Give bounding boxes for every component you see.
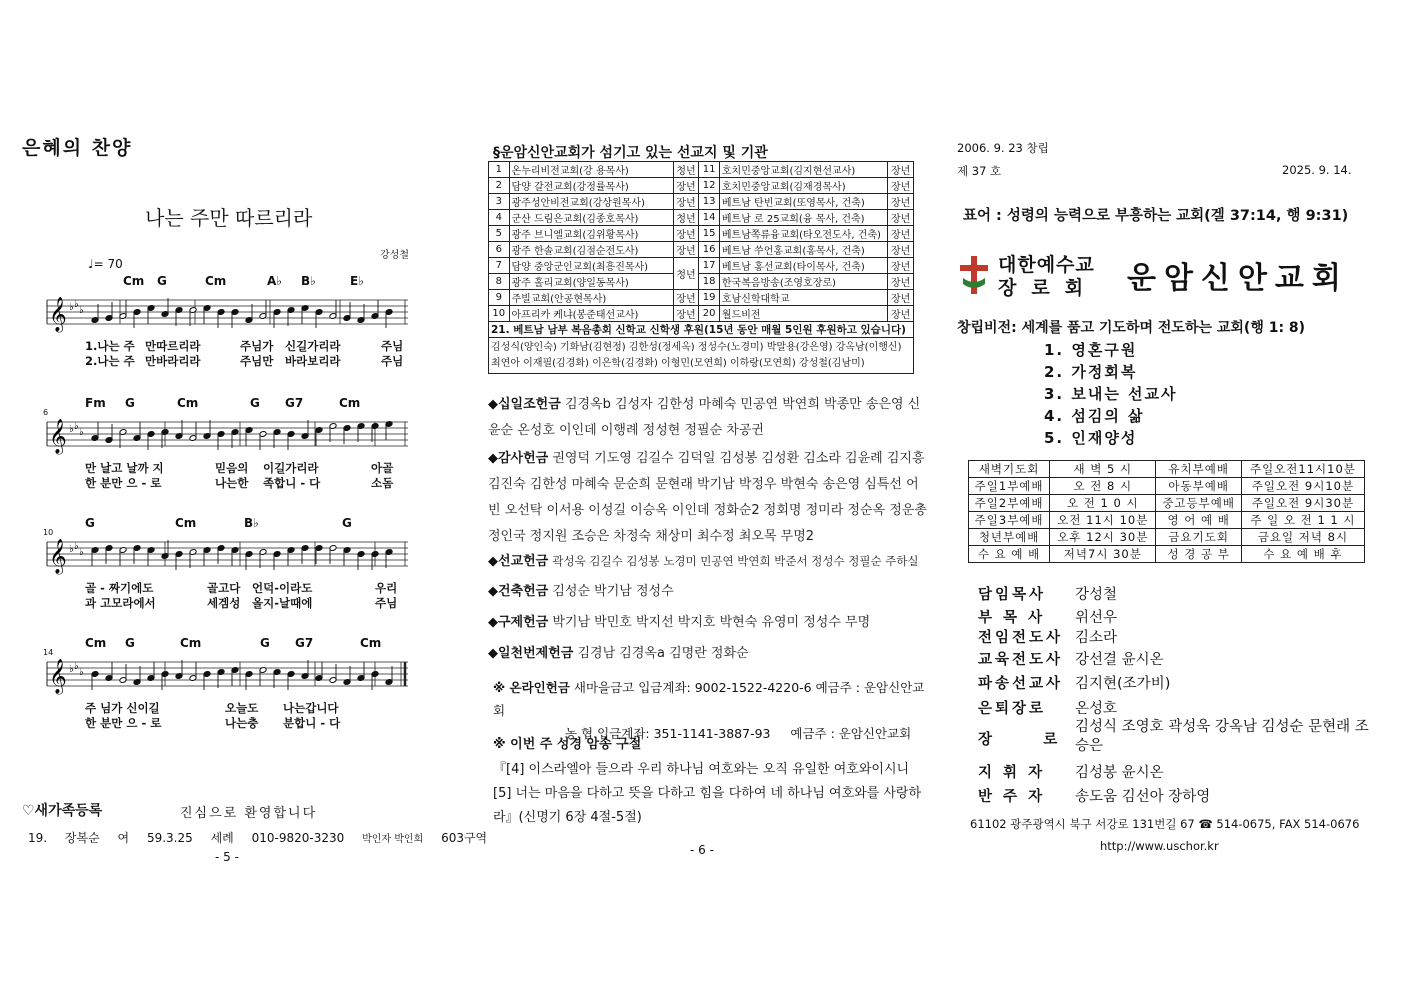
church-address: 61102 광주광역시 북구 서강로 131번길 67 ☎ 514-0675, FAX 514-0676 bbox=[970, 817, 1360, 831]
chord: Cm bbox=[175, 516, 197, 530]
staff-names: 김성식 조영호 곽성욱 강옥남 김성순 문현래 조승은 bbox=[1075, 719, 1369, 754]
mission-table bbox=[488, 161, 914, 374]
music-system-2 bbox=[45, 396, 410, 490]
staff-names: 온성호 bbox=[1075, 701, 1118, 717]
music-system-3 bbox=[45, 516, 410, 610]
worship-row bbox=[969, 546, 1365, 563]
svg-text:𝄞: 𝄞 bbox=[49, 659, 67, 694]
online-account-2: 농 협 입금계좌: 351-1141-3887-93 예금주 : 운암신안교회 bbox=[565, 726, 912, 741]
bar-number: 10 bbox=[43, 528, 54, 537]
mission-title: §운암신안교회가 섬기고 있는 선교지 및 기관 bbox=[493, 145, 768, 161]
chord: E♭ bbox=[350, 274, 364, 288]
chord-row bbox=[45, 396, 410, 412]
lyric: 한 분만 으 - 로 bbox=[85, 476, 162, 490]
mission-tag: 장년 bbox=[673, 306, 699, 322]
lyric: 소돔 bbox=[371, 476, 394, 490]
chord: Cm bbox=[180, 636, 202, 650]
vision-item: 5. 인재양성 bbox=[1044, 429, 1138, 447]
chord: G bbox=[85, 516, 95, 530]
mission-tag: 청년 bbox=[673, 258, 699, 290]
music-staff bbox=[45, 532, 410, 580]
worship-name: 수 요 예 배 bbox=[969, 546, 1050, 563]
lyrics-verse-2 bbox=[45, 475, 410, 490]
worship-time: 주일오전11시10분 bbox=[1241, 461, 1364, 478]
mission-number: 1 bbox=[489, 162, 510, 178]
lyric: 우리 bbox=[375, 581, 398, 595]
lyric: 주님 bbox=[381, 339, 404, 353]
mission-name: 광주 홀리교회(양일동목사) bbox=[509, 274, 673, 290]
chord: Cm bbox=[123, 274, 145, 288]
mission-number: 18 bbox=[699, 274, 720, 290]
memory-verse: 『[4] 이스라엘아 들으라 우리 하나님 여호와는 오직 유일한 여호와이시니 [5] 너는 마음을 다하고 뜻을 다하고 힘을 다하여 네 하나님 여호와를 사랑하라』(신명기 6장 4절-5절) bbox=[493, 762, 922, 825]
mission-tag: 장년 bbox=[888, 226, 914, 242]
chord-row bbox=[45, 274, 410, 290]
church-name: 운암신안교회 bbox=[1127, 261, 1349, 296]
chord: Cm bbox=[177, 396, 199, 410]
lyric: 분합니 - 다 bbox=[283, 716, 341, 730]
bulletin-date: 2025. 9. 14. bbox=[1282, 163, 1352, 177]
worship-schedule-table bbox=[968, 460, 1365, 563]
chord: G bbox=[342, 516, 352, 530]
mission-row bbox=[489, 162, 914, 178]
mission-tag: 장년 bbox=[673, 178, 699, 194]
newcomer-baptism: 세례 bbox=[210, 831, 234, 845]
worship-name: 청년부예배 bbox=[969, 529, 1050, 546]
mission-name: 호남신학대학교 bbox=[719, 290, 887, 306]
lyric: 나는갑니다 bbox=[283, 701, 339, 715]
mission-number: 11 bbox=[699, 162, 720, 178]
mission-name: 호치민중앙교회(김지현선교사) bbox=[719, 162, 887, 178]
mission-row bbox=[489, 178, 914, 194]
mission-name: 주빌교회(안공현목사) bbox=[509, 290, 673, 306]
mission-item-21: 21. 베트남 남부 복음총회 신학교 신학생 후원(15년 동안 매월 5인원 후원하고 있습니다) bbox=[489, 322, 914, 338]
mission-name: 베트남 탄빈교회(또영목사, 건축) bbox=[719, 194, 887, 210]
mission-name: 한국복음방송(조영호장로) bbox=[719, 274, 887, 290]
staff-role: 파송선교사 bbox=[978, 676, 1064, 692]
lyric: 골 - 짜기에도 bbox=[85, 581, 154, 595]
mission-tag: 장년 bbox=[888, 274, 914, 290]
lyrics-verse-1 bbox=[45, 580, 410, 595]
music-staff bbox=[45, 290, 410, 338]
chord: G bbox=[125, 396, 135, 410]
worship-time: 오 전 1 0 시 bbox=[1050, 495, 1156, 512]
mission-row bbox=[489, 306, 914, 322]
mission-tag: 장년 bbox=[888, 178, 914, 194]
music-staff bbox=[45, 412, 410, 460]
lyrics-verse-2 bbox=[45, 595, 410, 610]
chord: G bbox=[260, 636, 270, 650]
lyric: 믿음의 bbox=[215, 461, 249, 475]
svg-text:♭: ♭ bbox=[74, 541, 79, 552]
svg-text:♭: ♭ bbox=[74, 421, 79, 432]
denomination-line-1: 대한예수교 bbox=[998, 254, 1095, 276]
mission-number: 3 bbox=[489, 194, 510, 210]
mission-name: 베트남 쑤언홍교회(홍목사, 건축) bbox=[719, 242, 887, 258]
lyric: 1.나는 주 bbox=[85, 339, 135, 353]
worship-time: 금요일 저녁 8시 bbox=[1241, 529, 1364, 546]
newcomer-phone: 010-9820-3230 bbox=[251, 831, 345, 845]
worship-name: 중고등부예배 bbox=[1156, 495, 1241, 512]
staff-role: 장 로 bbox=[978, 732, 1061, 748]
lyric: 주님 bbox=[375, 596, 398, 610]
mission-row bbox=[489, 290, 914, 306]
mission-name: 광주 브니엘교회(김위황목사) bbox=[509, 226, 673, 242]
chord: A♭ bbox=[267, 274, 282, 288]
lyric: 골고다 bbox=[207, 581, 241, 595]
offering-label: ◆일천번제헌금 bbox=[488, 646, 574, 661]
mission-row bbox=[489, 242, 914, 258]
music-staff bbox=[45, 652, 410, 700]
mission-tag: 장년 bbox=[888, 162, 914, 178]
worship-name: 주일1부예배 bbox=[969, 478, 1050, 495]
mission-tag: 청년 bbox=[673, 162, 699, 178]
offering-label: ◆건축헌금 bbox=[488, 584, 549, 599]
staff-names: 위선우 bbox=[1075, 610, 1118, 626]
section-title-praise: 은혜의 찬양 bbox=[22, 137, 133, 159]
newcomer-district: 603구역 bbox=[441, 831, 488, 845]
mission-tag: 장년 bbox=[888, 210, 914, 226]
offering-names: 박기남 박민호 박지선 박지호 박현숙 유영미 정성수 무명 bbox=[552, 615, 871, 630]
chord: Cm bbox=[360, 636, 382, 650]
offering-mission bbox=[488, 548, 928, 575]
mission-name: 광주 한솔교회(김점순전도사) bbox=[509, 242, 673, 258]
worship-row bbox=[969, 461, 1365, 478]
vision-list bbox=[1044, 339, 1178, 449]
chord: Cm bbox=[205, 274, 227, 288]
lyric: 신길가리라 bbox=[285, 339, 341, 353]
denomination-line-2: 장로회 bbox=[998, 277, 1099, 299]
mission-name: 담양 중앙군인교회(최흥진목사) bbox=[509, 258, 673, 274]
svg-text:♭: ♭ bbox=[79, 547, 84, 558]
lyric: 주 님가 신이길 bbox=[85, 701, 160, 715]
worship-name: 성 경 공 부 bbox=[1156, 546, 1241, 563]
lyric: 족합니 - 다 bbox=[263, 476, 321, 490]
lyric: 주님만 bbox=[240, 354, 274, 368]
lyric: 언덕-이라도 bbox=[252, 581, 313, 595]
svg-text:♭: ♭ bbox=[69, 424, 74, 435]
mission-name: 담양 갈전교회(강정률목사) bbox=[509, 178, 673, 194]
music-system-4 bbox=[45, 636, 410, 730]
staff-names: 송도움 김선아 장하영 bbox=[1075, 789, 1211, 805]
svg-text:♭: ♭ bbox=[79, 305, 84, 316]
svg-text:♭: ♭ bbox=[74, 661, 79, 672]
mission-name: 베트남 홍선교회(타이목사, 건축) bbox=[719, 258, 887, 274]
svg-text:♭: ♭ bbox=[74, 299, 79, 310]
mission-tag: 장년 bbox=[888, 290, 914, 306]
lyric: 주님 bbox=[381, 354, 404, 368]
online-account-1: 새마을금고 입금계좌: 9002-1522-4220-6 예금주 : 운암신안교회 bbox=[493, 680, 925, 718]
lyric: 세겜성 bbox=[207, 596, 241, 610]
staff-names: 김성봉 윤시온 bbox=[1075, 765, 1164, 781]
mission-name: 아프리카 케냐(봉준태선교사) bbox=[509, 306, 673, 322]
founding-vision: 창립비전: 세계를 품고 기도하며 전도하는 교회(행 1: 8) bbox=[957, 320, 1306, 336]
newcomer-name: 장복순 bbox=[64, 831, 100, 845]
mission-number: 12 bbox=[699, 178, 720, 194]
church-website-link[interactable]: http://www.uschor.kr bbox=[1100, 839, 1219, 853]
mission-row bbox=[489, 274, 914, 290]
newcomer-guide: 박인자 박인희 bbox=[362, 834, 424, 845]
offering-names: 김경남 김경옥a 김명란 정화순 bbox=[577, 646, 749, 661]
worship-time: 새 벽 5 시 bbox=[1050, 461, 1156, 478]
lyric: 아골 bbox=[371, 461, 394, 475]
newcomer-entry bbox=[28, 829, 501, 846]
lyric: 나는충 bbox=[225, 716, 259, 730]
lyric: 과 고모라에서 bbox=[85, 596, 156, 610]
newcomer-number: 19. bbox=[28, 831, 48, 845]
page-number-6: - 6 - bbox=[690, 843, 714, 857]
offering-relief bbox=[488, 610, 928, 636]
mission-number: 13 bbox=[699, 194, 720, 210]
mission-number: 6 bbox=[489, 242, 510, 258]
lyrics-verse-2 bbox=[45, 353, 410, 368]
mission-number: 16 bbox=[699, 242, 720, 258]
newcomer-gender: 여 bbox=[117, 831, 130, 845]
bar-number: 6 bbox=[43, 408, 49, 417]
vision-item: 2. 가정회복 bbox=[1044, 363, 1138, 381]
mission-number: 2 bbox=[489, 178, 510, 194]
lyric: 나는한 bbox=[215, 476, 249, 490]
vision-item: 4. 섬김의 삶 bbox=[1044, 407, 1145, 425]
worship-time: 오전 11시 10분 bbox=[1050, 512, 1156, 529]
staff-role: 담임목사 bbox=[978, 587, 1047, 603]
mission-name: 온누리비전교회(강 용목사) bbox=[509, 162, 673, 178]
mission-number: 4 bbox=[489, 210, 510, 226]
offering-thousand bbox=[488, 641, 928, 667]
mission-tag: 장년 bbox=[888, 258, 914, 274]
svg-text:♭: ♭ bbox=[69, 664, 74, 675]
staff-role: 전임전도사 bbox=[978, 630, 1064, 646]
worship-row bbox=[969, 478, 1365, 495]
worship-name: 주일2부예배 bbox=[969, 495, 1050, 512]
page-number-5: - 5 - bbox=[215, 850, 239, 864]
mission-name: 광주성안비전교회(강상원목사) bbox=[509, 194, 673, 210]
verse-heading: ※ 이번 주 성경 암송 구절 bbox=[493, 737, 642, 752]
offering-label: ◆선교헌금 bbox=[488, 554, 549, 569]
offering-names: 권영덕 기도영 김길수 김덕일 김성봉 김성환 김소라 김윤례 김지흥 김진숙 김한성 마혜숙 문순희 문현래 박기남 박정우 박현숙 송은영 심특선 어빈 오선탁 이서용 이성길 이승옥 이인데 정화순2 정회명 정미라 정순옥 정운총 정인국 정지원 조승은 차정숙 채상미 최수정 최오목 무명2 bbox=[488, 451, 927, 544]
mission-number: 15 bbox=[699, 226, 720, 242]
svg-text:𝄞: 𝄞 bbox=[49, 539, 67, 574]
mission-number: 20 bbox=[699, 306, 720, 322]
issue-number: 제 37 호 bbox=[957, 164, 1002, 178]
worship-time: 오후 12시 30분 bbox=[1050, 529, 1156, 546]
vision-item: 3. 보내는 선교사 bbox=[1044, 385, 1178, 403]
lyrics-verse-2 bbox=[45, 715, 410, 730]
mission-number: 17 bbox=[699, 258, 720, 274]
worship-time: 주일오전 9시30분 bbox=[1241, 495, 1364, 512]
mission-tag: 장년 bbox=[673, 242, 699, 258]
mission-row bbox=[489, 258, 914, 274]
mission-name: 베트남쪽류융교회(타오전도사, 건축) bbox=[719, 226, 887, 242]
offering-building bbox=[488, 579, 928, 605]
lyric: 올지-날때에 bbox=[252, 596, 313, 610]
worship-time: 주일오전 9시10분 bbox=[1241, 478, 1364, 495]
chord: G7 bbox=[295, 636, 314, 650]
lyric: 2.나는 주 bbox=[85, 354, 135, 368]
worship-time: 주 일 오 전 1 1 시 bbox=[1241, 512, 1364, 529]
staff-role: 지 휘 자 bbox=[978, 765, 1046, 781]
svg-text:♭: ♭ bbox=[79, 427, 84, 438]
mission-row bbox=[489, 226, 914, 242]
lyric: 만바라리라 bbox=[145, 354, 201, 368]
mission-tag: 장년 bbox=[888, 306, 914, 322]
worship-row bbox=[969, 529, 1365, 546]
song-title: 나는 주만 따르리라 bbox=[145, 206, 313, 230]
mission-sponsors: 김성식(양인숙) 기화남(김현정) 김한성(정세옥) 정성수(노경미) 박말용(강은영) 강옥남(이행신) 최연아 이재필(김경화) 이은학(김경화) 이형민(모연희) 이하랑(모연희) 강성철(김남미) bbox=[489, 338, 914, 374]
bar-number: 14 bbox=[43, 648, 54, 657]
mission-number: 9 bbox=[489, 290, 510, 306]
online-label: ※ 온라인헌금 bbox=[493, 680, 570, 695]
worship-name: 영 어 예 배 bbox=[1156, 512, 1241, 529]
mission-tag: 장년 bbox=[673, 290, 699, 306]
lyric: 이길가리라 bbox=[263, 461, 319, 475]
mission-name: 베트남 로 25교회(융 목사, 건축) bbox=[719, 210, 887, 226]
worship-name: 아동부예배 bbox=[1156, 478, 1241, 495]
church-motto: 표어 : 성령의 능력으로 부흥하는 교회(겔 37:14, 행 9:31) bbox=[963, 208, 1349, 224]
chord: Cm bbox=[339, 396, 361, 410]
lyrics-verse-1 bbox=[45, 338, 410, 353]
chord: Cm bbox=[85, 636, 107, 650]
church-logo-icon bbox=[957, 254, 991, 296]
mission-number: 10 bbox=[489, 306, 510, 322]
offering-label: ◆십일조헌금 bbox=[488, 397, 561, 412]
mission-name: 월드비전 bbox=[719, 306, 887, 322]
lyric: 주님가 bbox=[240, 339, 274, 353]
worship-name: 주일3부예배 bbox=[969, 512, 1050, 529]
offering-thanks bbox=[488, 446, 928, 550]
chord: Fm bbox=[85, 396, 106, 410]
mission-number: 19 bbox=[699, 290, 720, 306]
staff-names: 강선결 윤시온 bbox=[1075, 652, 1164, 668]
offering-names: 곽성욱 김길수 김성봉 노경미 민공연 박연희 박준서 정성수 정필순 주하실 bbox=[552, 554, 919, 568]
offering-names: 김경옥b 김성자 김한성 마혜숙 민공연 박연희 박종만 송은영 신윤순 온성호 이인데 이행례 정성현 정필순 차공귄 bbox=[488, 397, 921, 438]
mission-row bbox=[489, 210, 914, 226]
worship-time: 수 요 예 배 후 bbox=[1241, 546, 1364, 563]
mission-number: 8 bbox=[489, 274, 510, 290]
mission-name: 군산 드림은교회(김종호목사) bbox=[509, 210, 673, 226]
composer: 강성철 bbox=[380, 250, 409, 261]
worship-time: 저녁7시 30분 bbox=[1050, 546, 1156, 563]
offering-label: ◆감사헌금 bbox=[488, 451, 549, 466]
staff-role: 교육전도사 bbox=[978, 652, 1064, 668]
chord: G bbox=[157, 274, 167, 288]
chord: G bbox=[250, 396, 260, 410]
staff-role: 부 목 사 bbox=[978, 610, 1046, 626]
offering-tithe bbox=[488, 392, 928, 444]
vision-item: 1. 영혼구원 bbox=[1044, 341, 1138, 359]
chord: G7 bbox=[285, 396, 304, 410]
offering-names: 김성순 박기남 정성수 bbox=[552, 584, 674, 599]
svg-text:♭: ♭ bbox=[79, 667, 84, 678]
worship-name: 새벽기도회 bbox=[969, 461, 1050, 478]
chord: B♭ bbox=[244, 516, 259, 530]
mission-row bbox=[489, 194, 914, 210]
worship-row bbox=[969, 495, 1365, 512]
lyrics-verse-1 bbox=[45, 460, 410, 475]
worship-name: 유치부예배 bbox=[1156, 461, 1241, 478]
worship-row bbox=[969, 512, 1365, 529]
lyric: 만따르리라 bbox=[145, 339, 201, 353]
worship-name: 금요기도회 bbox=[1156, 529, 1241, 546]
newcomer-welcome: 진심으로 환영합니다 bbox=[180, 806, 318, 821]
mission-name: 호치민중앙교회(김재경목사) bbox=[719, 178, 887, 194]
mission-tag: 장년 bbox=[888, 194, 914, 210]
mission-number: 5 bbox=[489, 226, 510, 242]
mission-tag: 장년 bbox=[888, 242, 914, 258]
founded-date: 2006. 9. 23 창립 bbox=[957, 141, 1049, 155]
chord-row bbox=[45, 636, 410, 652]
staff-names: 강성철 bbox=[1075, 587, 1118, 603]
lyric: 만 날고 날까 지 bbox=[85, 461, 164, 475]
offering-label: ◆구제헌금 bbox=[488, 615, 549, 630]
staff-names: 김지현(조가비) bbox=[1075, 676, 1171, 692]
chord: G bbox=[125, 636, 135, 650]
mission-tag: 청년 bbox=[673, 210, 699, 226]
svg-text:♭: ♭ bbox=[69, 302, 74, 313]
mission-tag: 장년 bbox=[673, 194, 699, 210]
staff-role: 은퇴장로 bbox=[978, 701, 1047, 717]
chord: B♭ bbox=[301, 274, 316, 288]
chord-row bbox=[45, 516, 410, 532]
lyric: 한 분만 으 - 로 bbox=[85, 716, 162, 730]
mission-tag: 장년 bbox=[673, 226, 699, 242]
staff-names: 김소라 bbox=[1075, 630, 1118, 646]
lyrics-verse-1 bbox=[45, 700, 410, 715]
worship-time: 오 전 8 시 bbox=[1050, 478, 1156, 495]
svg-text:♭: ♭ bbox=[69, 544, 74, 555]
mission-number: 7 bbox=[489, 258, 510, 274]
tempo-marking: ♩= 70 bbox=[88, 257, 123, 271]
svg-text:𝄞: 𝄞 bbox=[49, 419, 67, 454]
newcomer-birth: 59.3.25 bbox=[146, 831, 193, 845]
lyric: 바라보리라 bbox=[285, 354, 341, 368]
staff-role: 반 주 자 bbox=[978, 789, 1046, 805]
newcomer-heading: ♡새가족등록 bbox=[22, 803, 103, 819]
music-system-1 bbox=[45, 274, 410, 368]
lyric: 오늘도 bbox=[225, 701, 259, 715]
mission-number: 14 bbox=[699, 210, 720, 226]
svg-text:𝄞: 𝄞 bbox=[49, 297, 67, 332]
